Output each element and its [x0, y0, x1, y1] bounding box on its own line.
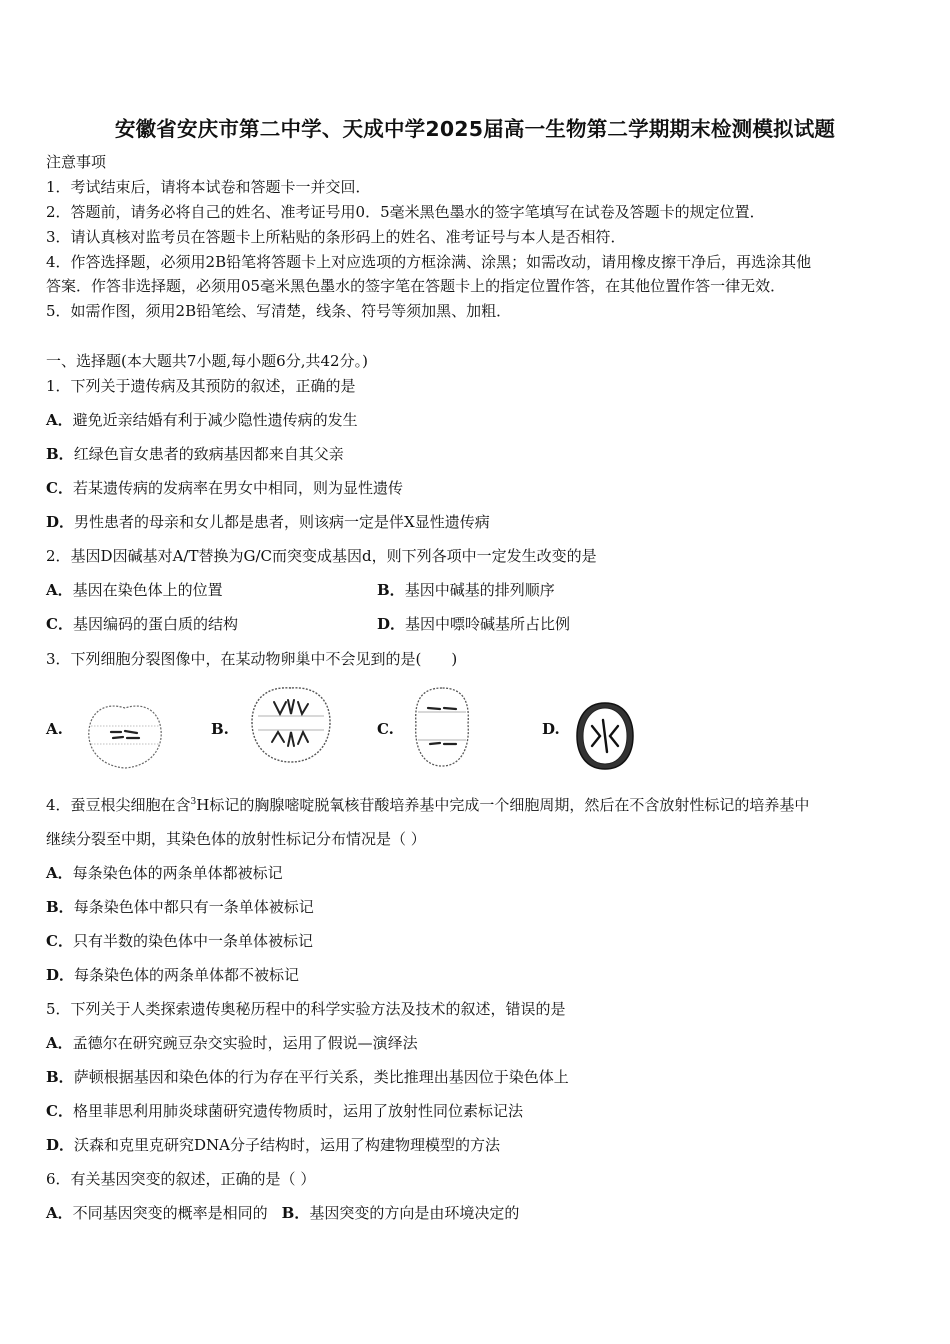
question-2-option-b — [377, 580, 555, 600]
option-label: D． — [46, 966, 75, 984]
cell-division-figure-a — [85, 700, 165, 772]
question-1-option-d — [46, 512, 490, 532]
question-4-stem-cont: 继续分裂至中期，其染色体的放射性标记分布情况是（ ） — [46, 830, 426, 848]
option-text: 格里菲思利用肺炎球菌研究遗传物质时，运用了放射性同位素标记法 — [72, 1102, 523, 1120]
notice-item: 2．答题前，请务必将自己的姓名、准考证号用0．5毫米黑色墨水的签字笔填写在试卷及答题卡的规定位置． — [46, 203, 765, 221]
option-label: C． — [46, 1102, 73, 1120]
figure-label-d: D. — [542, 720, 560, 738]
option-text: 每条染色体的两条单体都被标记 — [72, 864, 283, 882]
stem-text: 4．蚕豆根尖细胞在含 — [46, 796, 191, 814]
question-5-option-a — [46, 1033, 418, 1053]
question-4-option-c — [46, 931, 313, 951]
option-text: 沃森和克里克研究DNA分子结构时，运用了构建物理模型的方法 — [74, 1136, 501, 1154]
option-text: 萨顿根据基因和染色体的行为存在平行关系，类比推理出基因位于染色体上 — [73, 1068, 569, 1086]
figure-label-b: B. — [211, 720, 229, 738]
option-label: B． — [46, 898, 74, 916]
option-label: D． — [46, 1136, 75, 1154]
option-text: 基因在染色体上的位置 — [72, 581, 223, 599]
option-label: A． — [46, 1204, 73, 1222]
superscript: 3 — [190, 797, 197, 807]
notice-item: 答案．作答非选择题，必须用05毫米黑色墨水的签字笔在答题卡上的指定位置作答，在其他位置作答一律无效． — [46, 277, 786, 295]
option-label: A． — [46, 411, 73, 429]
option-label: B． — [46, 1068, 74, 1086]
question-1-stem: 1．下列关于遗传病及其预防的叙述，正确的是 — [46, 377, 356, 395]
option-text: 每条染色体中都只有一条单体被标记 — [73, 898, 314, 916]
question-5-stem: 5．下列关于人类探索遗传奥秘历程中的科学实验方法及技术的叙述，错误的是 — [46, 1000, 566, 1018]
question-3-stem: 3．下列细胞分裂图像中，在某动物卵巢中不会见到的是( ) — [46, 650, 458, 668]
stem-text: H标记的胸腺嘧啶脱氧核苷酸培养基中完成一个细胞周期，然后在不含放射性标记的培养基中 — [196, 796, 810, 814]
option-label: B． — [46, 445, 74, 463]
option-label: A． — [46, 864, 73, 882]
figure-label-a: A. — [46, 720, 63, 738]
option-label: A． — [46, 581, 73, 599]
option-label: B． — [377, 581, 405, 599]
option-text: 基因突变的方向是由环境决定的 — [309, 1204, 520, 1222]
option-label: C． — [46, 615, 73, 633]
option-text: 男性患者的母亲和女儿都是患者，则该病一定是伴X显性遗传病 — [74, 513, 490, 531]
option-text: 避免近亲结婚有利于减少隐性遗传病的发生 — [72, 411, 358, 429]
question-5-option-b — [46, 1067, 569, 1087]
cell-division-figure-d — [574, 700, 636, 772]
option-text: 若某遗传病的发病率在男女中相同，则为显性遗传 — [72, 479, 403, 497]
section-heading: 一、选择题(本大题共7小题,每小题6分,共42分。) — [46, 352, 368, 370]
notice-item: 4．作答选择题，必须用2B铅笔将答题卡上对应选项的方框涂满、涂黑；如需改动，请用橡皮擦干净后，再选涂其他 — [46, 253, 812, 271]
notice-item: 3．请认真核对监考员在答题卡上所粘贴的条形码上的姓名、准考证号与本人是否相符． — [46, 228, 626, 246]
option-text: 每条染色体的两条单体都不被标记 — [74, 966, 300, 984]
option-label: C． — [46, 932, 73, 950]
option-text: 基因中嘌呤碱基所占比例 — [405, 615, 571, 633]
question-1-option-c — [46, 478, 403, 498]
question-1-option-a — [46, 410, 358, 430]
option-label: B． — [281, 1204, 310, 1222]
question-4-option-a — [46, 863, 283, 883]
question-2-option-a — [46, 580, 223, 600]
question-1-option-b — [46, 444, 344, 464]
question-6-options-row — [46, 1203, 519, 1223]
question-6-stem: 6．有关基因突变的叙述，正确的是（ ） — [46, 1170, 316, 1188]
question-5-option-c — [46, 1101, 523, 1121]
question-2-option-c — [46, 614, 238, 634]
option-label: A． — [46, 1034, 73, 1052]
figure-label-c: C. — [377, 720, 394, 738]
option-text: 红绿色盲女患者的致病基因都来自其父亲 — [73, 445, 344, 463]
notice-item: 1．考试结束后，请将本试卷和答题卡一并交回． — [46, 178, 371, 196]
option-text: 不同基因突变的概率是相同的 — [72, 1204, 268, 1222]
question-4-option-b — [46, 897, 314, 917]
question-4-stem — [46, 792, 809, 815]
question-2-stem: 2．基因D因碱基对A/T替换为G/C而突变成基因d，则下列各项中一定发生改变的是 — [46, 547, 597, 565]
notice-heading: 注意事项 — [46, 153, 107, 171]
cell-division-figure-c — [410, 684, 474, 770]
page-title: 安徽省安庆市第二中学、天成中学2025届高一生物第二学期期末检测模拟试题 — [114, 117, 836, 141]
option-text: 只有半数的染色体中一条单体被标记 — [72, 932, 313, 950]
option-label: D． — [377, 615, 406, 633]
option-label: C． — [46, 479, 73, 497]
notice-item: 5．如需作图，须用2B铅笔绘、写清楚，线条、符号等须加黑、加粗． — [46, 302, 512, 320]
cell-division-figure-b — [248, 684, 334, 766]
option-text: 孟德尔在研究豌豆杂交实验时，运用了假说—演绎法 — [72, 1034, 418, 1052]
option-text: 基因编码的蛋白质的结构 — [72, 615, 238, 633]
question-2-option-d — [377, 614, 570, 634]
question-5-option-d — [46, 1135, 500, 1155]
option-text: 基因中碱基的排列顺序 — [404, 581, 555, 599]
question-4-option-d — [46, 965, 299, 985]
option-label: D． — [46, 513, 75, 531]
